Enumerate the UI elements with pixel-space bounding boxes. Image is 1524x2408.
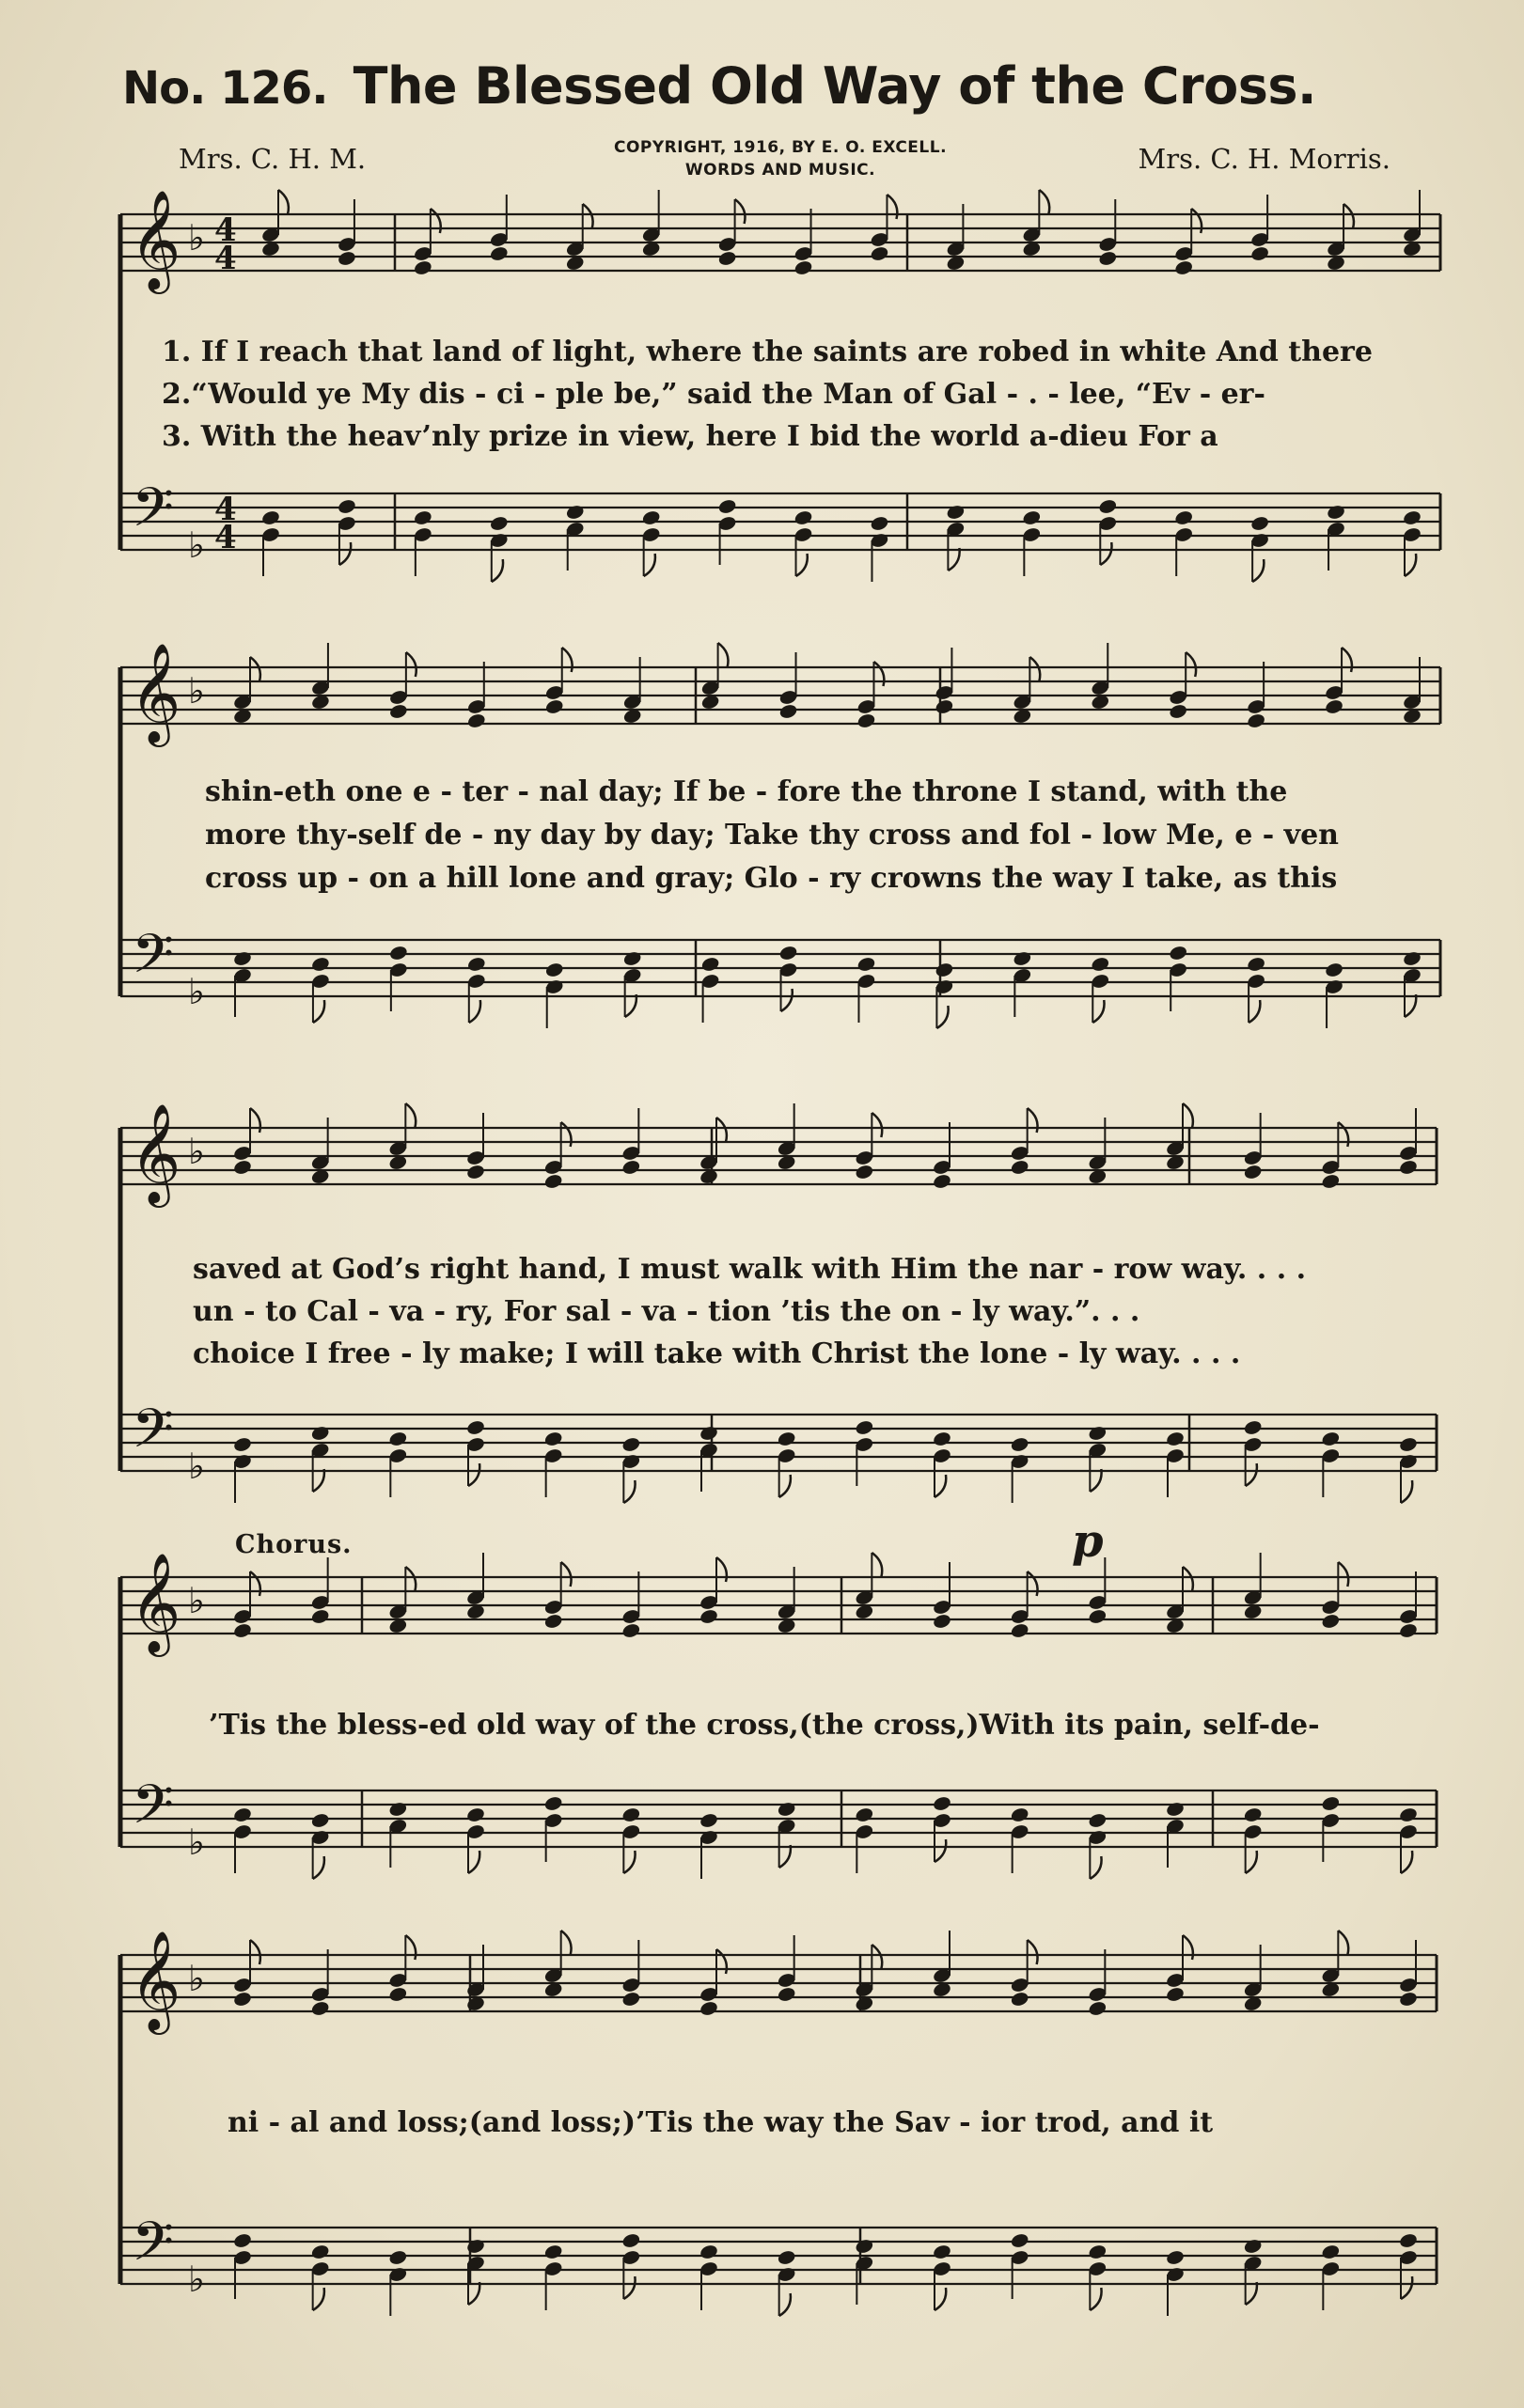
lyric-s1-v1: 1. If I reach that land of light, where the saints are robed in white And there — [162, 336, 1373, 368]
note-head — [388, 1801, 408, 1818]
note-flag — [561, 1931, 572, 1955]
note-flag — [1246, 1851, 1257, 1873]
note-flag — [936, 1006, 948, 1028]
lyric-s2-v2: more thy-self de - ny day by day; Take thy cross and fol - low Me, e - ven — [205, 819, 1339, 852]
note-head — [465, 2238, 485, 2255]
note-head — [1321, 1795, 1341, 1812]
note-flag — [1246, 1463, 1257, 1486]
note-head — [465, 1164, 485, 1181]
note-head — [870, 515, 889, 532]
flat-icon: ♭ — [188, 2259, 205, 2300]
note-head — [932, 1173, 951, 1190]
note-head — [1249, 515, 1269, 532]
note-flag — [1405, 554, 1416, 576]
note-head — [1169, 945, 1188, 962]
note-flag — [1338, 1562, 1348, 1587]
note-head — [543, 1173, 563, 1190]
note-flag — [405, 1103, 416, 1128]
note-head — [1402, 509, 1422, 526]
note-flag — [1028, 1940, 1038, 1964]
note-head — [260, 509, 280, 526]
treble-clef-icon: 𝄞 — [130, 1930, 181, 2030]
lyric-s1-v3: 3. With the heav’nly prize in view, here I bid the world a-dieu For a — [162, 420, 1218, 453]
note-head — [1398, 1806, 1418, 1823]
note-flag — [796, 554, 808, 576]
note-head — [777, 1431, 796, 1447]
note-head — [932, 2244, 951, 2260]
note-head — [413, 509, 432, 526]
note-flag — [948, 548, 959, 571]
note-flag — [623, 2276, 635, 2299]
note-head — [1022, 509, 1042, 526]
note-flag — [935, 2288, 946, 2310]
note-head — [778, 945, 798, 962]
note-head — [232, 1159, 252, 1176]
note-head — [777, 1986, 796, 2003]
flat-icon: ♭ — [188, 670, 205, 711]
note-flag — [779, 1845, 791, 1868]
bass-clef-icon: 𝄢 — [132, 922, 175, 999]
flat-icon: ♭ — [188, 1958, 205, 1999]
note-flag — [1090, 1469, 1101, 1492]
bass-clef-icon: 𝄢 — [132, 1773, 175, 1850]
note-flag — [1183, 1103, 1193, 1128]
note-head — [932, 1431, 951, 1447]
note-head — [388, 945, 408, 962]
note-head — [232, 950, 252, 967]
hymn-title: The Blessed Old Way of the Cross. — [353, 56, 1316, 116]
note-head — [1088, 2000, 1108, 2017]
note-head — [699, 2000, 718, 2017]
note-flag — [405, 1935, 416, 1960]
note-head — [777, 1801, 796, 1818]
note-flag — [779, 2293, 791, 2316]
note-head — [935, 962, 954, 978]
note-flag — [313, 1000, 324, 1023]
note-head — [1098, 498, 1118, 515]
lyric-s3-v1: saved at God’s right hand, I must walk with Him the nar - row way. . . . — [193, 1253, 1307, 1286]
hymn-number: No. 126. — [122, 62, 328, 115]
note-head — [337, 250, 356, 267]
note-flag — [1183, 1567, 1193, 1591]
note-flag — [469, 1000, 480, 1023]
note-head — [310, 956, 330, 973]
note-head — [232, 1806, 252, 1823]
note-head — [1243, 1419, 1263, 1436]
treble-clef-icon: 𝄞 — [130, 1552, 181, 1652]
note-head — [1165, 1801, 1185, 1818]
note-head — [699, 1425, 718, 1442]
note-head — [1165, 1986, 1185, 2003]
note-head — [1324, 962, 1343, 978]
note-head — [855, 1164, 874, 1181]
note-head — [1088, 1425, 1108, 1442]
note-flag — [1186, 652, 1196, 677]
note-flag — [313, 1469, 324, 1492]
flat-icon: ♭ — [188, 971, 205, 1012]
note-flag — [872, 1945, 882, 1969]
note-flag — [1039, 190, 1049, 214]
note-flag — [492, 559, 503, 582]
note-head — [717, 498, 737, 515]
note-head — [793, 259, 813, 276]
note-head — [310, 1425, 330, 1442]
note-flag — [1401, 1480, 1412, 1503]
note-head — [1010, 2232, 1029, 2249]
note-head — [1398, 2232, 1418, 2249]
lyric-s3-v3: choice I free - ly make; I will take with Christ the lone - ly way. . . . — [193, 1337, 1241, 1370]
note-head — [1088, 1812, 1108, 1829]
copyright-line-1: COPYRIGHT, 1916, BY E. O. EXCELL. — [613, 138, 948, 157]
note-flag — [313, 1856, 324, 1879]
note-head — [699, 1608, 718, 1625]
note-head — [777, 2249, 796, 2266]
treble-clef-icon: 𝄞 — [130, 189, 181, 289]
time-signature: 4 — [214, 519, 237, 556]
note-flag — [1249, 1000, 1260, 1023]
flat-icon: ♭ — [188, 1822, 205, 1863]
note-head — [946, 504, 966, 521]
note-head — [1165, 1431, 1185, 1447]
note-head — [870, 245, 889, 262]
note-head — [935, 698, 954, 715]
time-signature: 4 — [214, 211, 237, 249]
note-flag — [887, 195, 897, 219]
time-signature: 4 — [214, 491, 237, 528]
note-flag — [716, 1118, 727, 1142]
flat-icon: ♭ — [188, 1580, 205, 1621]
note-flag — [339, 542, 351, 565]
note-flag — [718, 643, 729, 667]
note-flag — [1252, 559, 1264, 582]
note-flag — [468, 1851, 479, 1873]
note-head — [932, 1613, 951, 1630]
note-flag — [583, 204, 593, 228]
note-head — [855, 1419, 874, 1436]
note-flag — [1100, 542, 1111, 565]
note-flag — [1092, 1000, 1104, 1023]
note-head — [543, 1431, 563, 1447]
copyright-line-2: WORDS AND MUSIC. — [684, 161, 876, 180]
note-flag — [250, 1940, 260, 1964]
note-flag — [405, 1567, 416, 1591]
note-head — [232, 1622, 252, 1639]
note-head — [1169, 703, 1188, 720]
note-head — [543, 2244, 563, 2260]
note-head — [1321, 1431, 1341, 1447]
note-head — [1010, 1436, 1029, 1453]
note-head — [621, 1436, 641, 1453]
note-flag — [431, 209, 441, 233]
note-head — [621, 2232, 641, 2249]
lyric-s1-v2: 2.“Would ye My dis - ci - ple be,” said the Man of Gal - . - lee, “Ev - er- — [162, 378, 1265, 411]
note-head — [543, 1795, 563, 1812]
note-flag — [1183, 1935, 1193, 1960]
note-head — [1398, 1622, 1418, 1639]
note-head — [699, 2244, 718, 2260]
note-head — [856, 712, 876, 729]
note-head — [856, 956, 876, 973]
treble-clef-icon: 𝄞 — [130, 1102, 181, 1203]
note-head — [1246, 712, 1265, 729]
note-head — [1098, 250, 1118, 267]
note-head — [543, 1613, 563, 1630]
words-credit: Mrs. C. H. M. — [179, 143, 367, 175]
note-flag — [1090, 2288, 1101, 2310]
note-head — [1321, 1613, 1341, 1630]
note-head — [621, 1991, 641, 2008]
note-head — [855, 2238, 874, 2255]
note-head — [1088, 1608, 1108, 1625]
note-head — [388, 703, 408, 720]
note-flag — [250, 657, 260, 681]
lyric-s5-v1: ni - al and loss;(and loss;)’Tis the way the Sav - ior trod, and it — [228, 2106, 1214, 2139]
note-flag — [623, 1480, 635, 1503]
note-head — [1246, 956, 1265, 973]
note-head — [700, 956, 720, 973]
note-head — [621, 1622, 641, 1639]
note-flag — [735, 199, 746, 224]
music-credit: Mrs. C. H. Morris. — [1138, 143, 1390, 175]
note-flag — [872, 1113, 882, 1137]
note-head — [466, 712, 486, 729]
note-head — [778, 703, 798, 720]
note-head — [310, 2000, 330, 2017]
note-flag — [1029, 657, 1040, 681]
note-head — [1243, 1806, 1263, 1823]
note-flag — [716, 1949, 727, 1974]
note-flag — [468, 2282, 479, 2305]
note-head — [310, 1608, 330, 1625]
note-head — [1243, 1164, 1263, 1181]
note-head — [1243, 2238, 1263, 2255]
note-head — [337, 498, 356, 515]
lyric-s3-v2: un - to Cal - va - ry, For sal - va - tion ’tis the on - ly way.”. . . — [193, 1295, 1140, 1328]
note-flag — [406, 652, 416, 677]
note-flag — [313, 2288, 324, 2310]
note-head — [1326, 504, 1345, 521]
note-head — [1088, 2244, 1108, 2260]
note-head — [465, 1806, 485, 1823]
note-head — [793, 509, 813, 526]
note-head — [544, 962, 564, 978]
note-head — [388, 1431, 408, 1447]
flat-icon: ♭ — [188, 524, 205, 566]
note-flag — [1343, 204, 1354, 228]
note-head — [1165, 2249, 1185, 2266]
note-head — [1091, 956, 1110, 973]
note-head — [232, 2232, 252, 2249]
note-head — [1324, 698, 1343, 715]
note-head — [1249, 245, 1269, 262]
note-flag — [935, 1475, 946, 1497]
note-head — [565, 504, 585, 521]
note-head — [489, 245, 509, 262]
note-head — [641, 509, 661, 526]
note-head — [1321, 2244, 1341, 2260]
note-flag — [1405, 994, 1416, 1017]
note-flag — [625, 994, 636, 1017]
note-head — [388, 1986, 408, 2003]
note-head — [1174, 259, 1194, 276]
bass-clef-icon: 𝄢 — [132, 2210, 175, 2287]
note-head — [621, 1806, 641, 1823]
lyric-s2-v3: cross up - on a hill lone and gray; Glo - ry crowns the way I take, as this — [205, 862, 1338, 895]
note-flag — [468, 1463, 479, 1486]
note-head — [413, 259, 432, 276]
bass-clef-icon: 𝄢 — [132, 476, 175, 553]
note-flag — [1338, 1931, 1348, 1955]
treble-clef-icon: 𝄞 — [130, 642, 181, 743]
note-head — [544, 698, 564, 715]
dynamic-piano: p — [1072, 1515, 1104, 1568]
note-flag — [781, 989, 793, 1011]
note-flag — [872, 1553, 882, 1577]
flat-icon: ♭ — [188, 217, 205, 258]
note-head — [465, 1419, 485, 1436]
note-flag — [1090, 1856, 1101, 1879]
note-head — [1398, 1436, 1418, 1453]
chorus-label: Chorus. — [235, 1530, 353, 1559]
note-flag — [935, 1839, 946, 1862]
note-head — [621, 1159, 641, 1176]
note-head — [699, 1812, 718, 1829]
note-head — [1013, 950, 1032, 967]
note-head — [717, 250, 737, 267]
flat-icon: ♭ — [188, 1131, 205, 1172]
note-head — [232, 1436, 252, 1453]
note-head — [1174, 509, 1194, 526]
note-flag — [623, 1851, 635, 1873]
note-head — [489, 515, 509, 532]
note-head — [1398, 1991, 1418, 2008]
time-signature: 4 — [214, 240, 237, 277]
note-head — [388, 2249, 408, 2266]
note-head — [1398, 1159, 1418, 1176]
note-flag — [1401, 2276, 1412, 2299]
note-flag — [1401, 1851, 1412, 1873]
note-flag — [644, 554, 655, 576]
lyric-s2-v1: shin-eth one e - ter - nal day; If be - fore the throne I stand, with the — [205, 775, 1288, 808]
note-head — [1402, 950, 1422, 967]
flat-icon: ♭ — [188, 1446, 205, 1487]
note-head — [932, 1795, 951, 1812]
note-flag — [278, 190, 289, 214]
note-flag — [561, 1562, 572, 1587]
note-flag — [1246, 2282, 1257, 2305]
note-head — [232, 1991, 252, 2008]
note-head — [1010, 1991, 1029, 2008]
note-head — [466, 956, 486, 973]
lyric-s4-v1: ’Tis the bless-ed old way of the cross,(the cross,)With its pain, self-de- — [209, 1709, 1320, 1742]
note-head — [1010, 1806, 1029, 1823]
note-head — [1010, 1622, 1029, 1639]
note-head — [855, 1806, 874, 1823]
note-head — [1321, 1173, 1341, 1190]
note-flag — [779, 1475, 791, 1497]
note-flag — [1191, 209, 1202, 233]
bass-clef-icon: 𝄢 — [132, 1397, 175, 1474]
note-head — [310, 1812, 330, 1829]
note-head — [1010, 1159, 1029, 1176]
note-head — [310, 2244, 330, 2260]
note-head — [622, 950, 642, 967]
